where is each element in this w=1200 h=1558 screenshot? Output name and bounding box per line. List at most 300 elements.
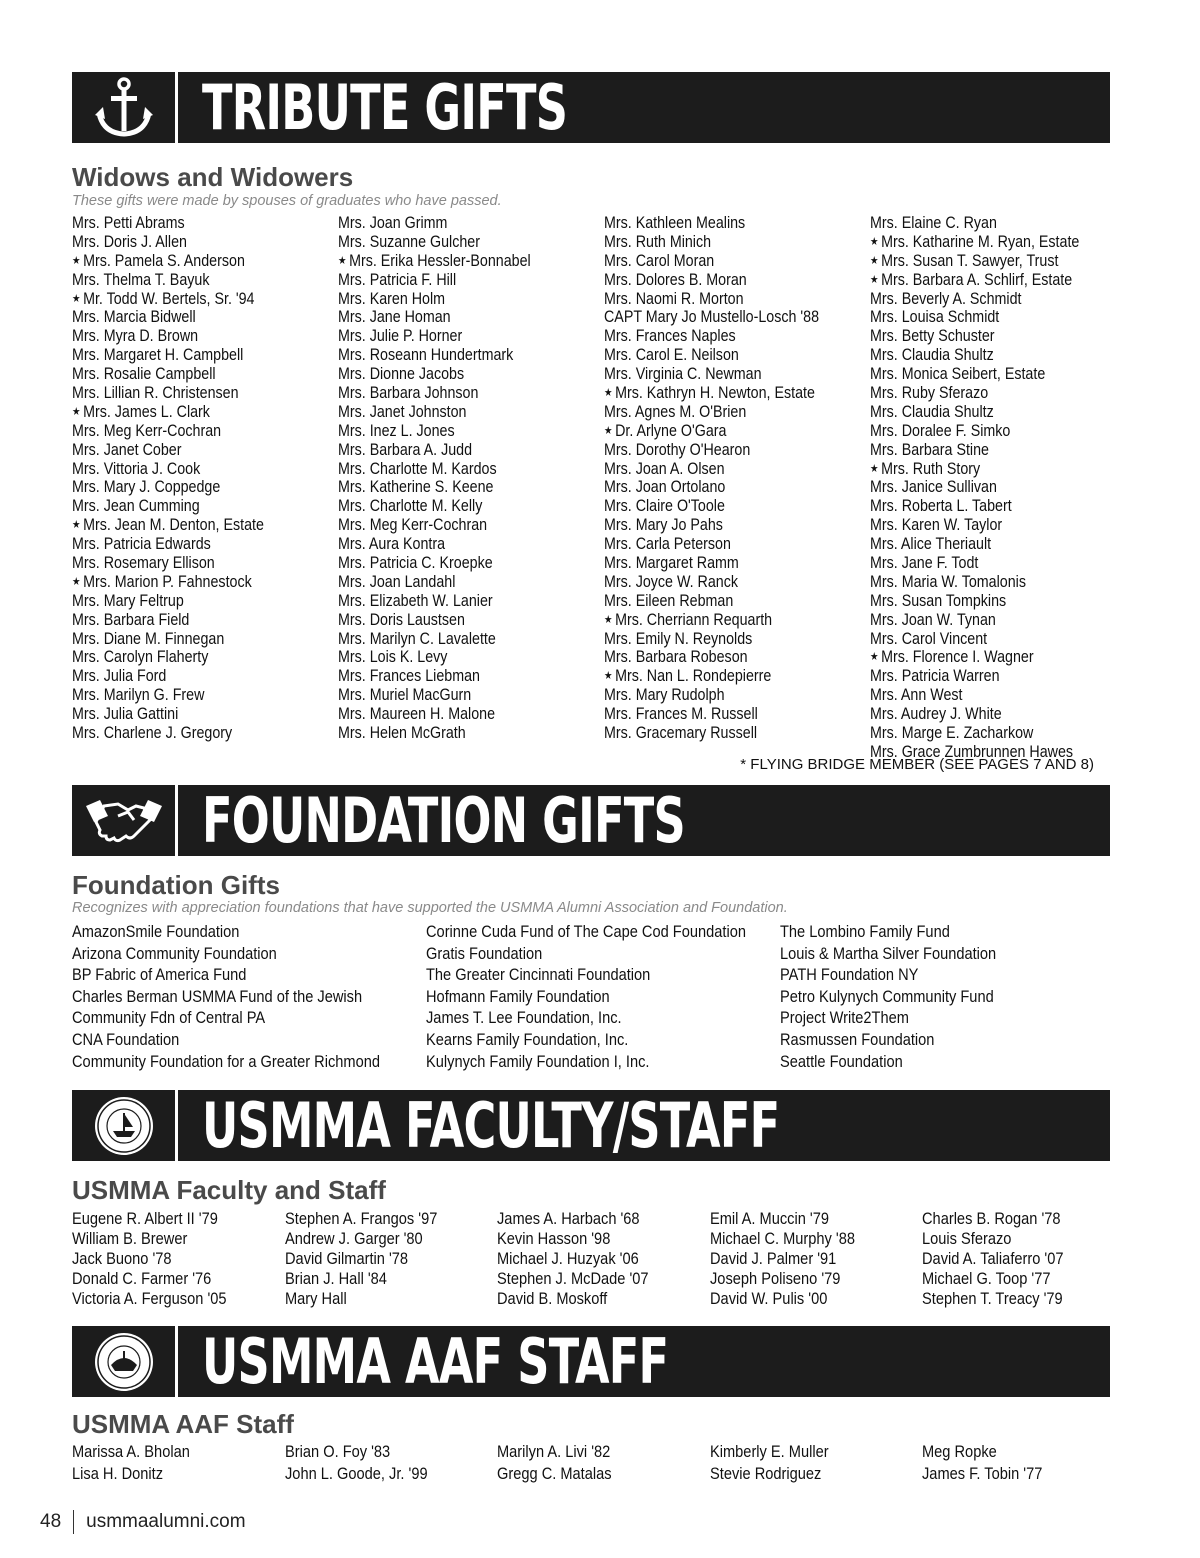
list-item (870, 554, 978, 573)
donor-name: Mrs. Claudia Shultz (870, 401, 994, 421)
donor-name: Mrs. Helen McGrath (338, 723, 466, 743)
donor-name: Mrs. Jean M. Denton, Estate (83, 515, 264, 535)
list-item (72, 592, 184, 611)
donor-name: Mrs. Charlene J. Gregory (72, 723, 233, 743)
donor-name: Mrs. Mary Jo Pahs (604, 515, 723, 535)
list-item (72, 724, 232, 743)
donor-name: Mrs. Erika Hessler-Bonnabel (349, 250, 531, 270)
donor-name: CAPT Mary Jo Mustello-Losch '88 (604, 307, 820, 327)
list-item: Stevie Rodriguez (709, 1464, 821, 1483)
list-item (870, 516, 1002, 535)
flying-bridge-footnote: * FLYING BRIDGE MEMBER (SEE PAGES 7 AND 8) (740, 756, 1094, 773)
donor-name: Mrs. Julia Gattini (72, 704, 179, 724)
donor-name: Mrs. Emily N. Reynolds (604, 628, 753, 648)
donor-name: Mrs. Ruth Story (881, 458, 981, 478)
list-item: Joseph Poliseno '79 (709, 1269, 840, 1288)
list-item: Gratis Foundation (426, 943, 543, 963)
faculty-staff-banner (72, 1090, 1110, 1161)
donor-name: Mrs. Dorothy O'Hearon (604, 439, 751, 459)
donor-name: Mrs. Nan L. Rondepierre (615, 666, 772, 686)
donor-name: Mrs. Beverly A. Schmidt (870, 288, 1022, 308)
list-item: David Gilmartin '78 (284, 1249, 408, 1268)
list-item: Kevin Hasson '98 (497, 1229, 611, 1248)
alumni-seal-icon (93, 1331, 155, 1393)
list-item: Mary Hall (284, 1289, 347, 1308)
name-column (922, 1441, 1135, 1485)
page-footer (40, 1510, 246, 1534)
list-item (72, 327, 198, 346)
list-item (870, 724, 1033, 743)
list-item (72, 233, 187, 252)
list-item (604, 327, 736, 346)
list-item: David W. Pulis '00 (709, 1289, 827, 1308)
donor-name: Mrs. Vittoria J. Cook (72, 458, 201, 478)
list-item (870, 384, 988, 403)
list-item (72, 252, 245, 271)
donor-name: Mrs. Ruby Sferazo (870, 383, 989, 403)
list-item: Michael J. Huzyak '06 (497, 1249, 639, 1268)
list-item: AmazonSmile Foundation (72, 922, 240, 941)
donor-name: Mrs. Marcia Bidwell (72, 307, 196, 327)
list-item: Charles Berman USMMA Fund of the Jewish (72, 986, 363, 1006)
list-item (870, 346, 994, 365)
list-item: Charles B. Rogan '78 (922, 1209, 1061, 1228)
list-item (870, 290, 1021, 309)
list-item: Meg Ropke (922, 1442, 997, 1461)
donor-name: Mrs. Karen Holm (338, 288, 446, 308)
list-item (72, 214, 185, 233)
list-item (338, 460, 497, 479)
list-item (338, 271, 456, 290)
handshake-icon-box (72, 785, 178, 856)
flying-bridge-star-icon: ★ (338, 254, 347, 267)
name-column (497, 1209, 710, 1309)
donor-name: Mrs. Carol Vincent (870, 628, 988, 648)
donor-name: Mrs. Barbara Stine (870, 439, 989, 459)
list-item: David A. Taliaferro '07 (922, 1249, 1064, 1268)
flying-bridge-star-icon: ★ (72, 292, 81, 305)
donor-name: Mrs. Doris J. Allen (72, 231, 187, 251)
list-item (604, 573, 738, 592)
donor-name: Mrs. Carol Moran (604, 250, 715, 270)
list-item: PATH Foundation NY (780, 965, 919, 985)
name-column (426, 921, 780, 1072)
donor-name: Mrs. Cherriann Requarth (615, 609, 773, 629)
donor-name: Mrs. Suzanne Gulcher (338, 231, 480, 251)
name-column (338, 214, 604, 762)
list-item (604, 535, 731, 554)
list-item (72, 422, 221, 441)
donor-name: Mrs. Joan Grimm (338, 213, 448, 232)
list-item (72, 686, 204, 705)
list-item: Community Fdn of Central PA (72, 1008, 266, 1028)
list-item (604, 686, 725, 705)
donor-name: Mrs. Rosemary Ellison (72, 553, 215, 573)
list-item (72, 648, 208, 667)
list-item (604, 214, 745, 233)
list-item: Brian O. Foy '83 (284, 1442, 390, 1461)
donor-name: Mrs. Susan Tompkins (870, 590, 1007, 610)
list-item (604, 460, 725, 479)
list-item (870, 535, 991, 554)
donor-name: Mrs. Kathleen Mealins (604, 213, 746, 232)
donor-name: Mrs. Thelma T. Bayuk (72, 269, 210, 289)
list-item (338, 346, 513, 365)
donor-name: Mrs. Maria W. Tomalonis (870, 571, 1026, 591)
list-item: Michael G. Toop '77 (922, 1269, 1051, 1288)
list-item: Kulynych Family Foundation I, Inc. (426, 1051, 650, 1071)
donor-name: Mrs. Charlotte M. Kelly (338, 496, 483, 516)
donor-name: Mrs. Meg Kerr-Cochran (338, 515, 488, 535)
aaf-staff-banner (72, 1326, 1110, 1397)
donor-name: Mrs. Carla Peterson (604, 534, 731, 554)
list-item (870, 686, 963, 705)
footer-divider (73, 1510, 74, 1534)
donor-name: Mrs. Karen W. Taylor (870, 515, 1003, 535)
faculty-list (72, 1209, 1135, 1309)
donor-name: Mrs. Claire O'Toole (604, 496, 725, 516)
list-item: CNA Foundation (72, 1029, 180, 1049)
donor-name: Mrs. Eileen Rebman (604, 590, 734, 610)
donor-name: Mrs. Joan Landahl (338, 571, 456, 591)
banner-title: FOUNDATION GIFTS (202, 783, 685, 857)
name-column (604, 214, 870, 762)
donor-name: Mrs. Frances Naples (604, 326, 736, 346)
donor-name: Mrs. Lillian R. Christensen (72, 383, 239, 403)
donor-name: Mrs. Frances Liebman (338, 666, 480, 686)
list-item: Marissa A. Bholan (72, 1442, 190, 1461)
handshake-icon (84, 796, 164, 846)
donor-name: Mrs. Diane M. Finnegan (72, 628, 225, 648)
list-item (72, 516, 264, 535)
list-item: Hofmann Family Foundation (426, 986, 610, 1006)
academy-seal-icon (93, 1095, 155, 1157)
donor-name: Mrs. Lois K. Levy (338, 647, 448, 667)
list-item (604, 290, 744, 309)
list-item (72, 478, 220, 497)
list-item (870, 365, 1045, 384)
list-item (870, 460, 980, 479)
list-item (870, 271, 1072, 290)
donor-name: Mrs. Katherine S. Keene (338, 477, 494, 497)
donor-name: Mrs. Doris Laustsen (338, 609, 465, 629)
list-item: Arizona Community Foundation (72, 943, 277, 963)
list-item (604, 611, 772, 630)
list-item (604, 516, 723, 535)
flying-bridge-star-icon: ★ (604, 424, 613, 437)
donor-name: Mrs. Margaret Ramm (604, 553, 739, 573)
banner-title: TRIBUTE GIFTS (202, 70, 568, 144)
list-item: Gregg C. Matalas (497, 1464, 612, 1483)
name-column (497, 1441, 710, 1485)
list-item (870, 327, 995, 346)
donor-name: Mrs. Marge E. Zacharkow (870, 723, 1034, 743)
banner-title: USMMA FACULTY/STAFF (202, 1088, 780, 1162)
list-item: Victoria A. Ferguson '05 (72, 1289, 227, 1308)
donor-name: Mrs. Carol E. Neilson (604, 345, 739, 365)
donor-name: Mrs. Janet Cober (72, 439, 182, 459)
list-item (604, 365, 762, 384)
list-item: Seattle Foundation (780, 1051, 903, 1071)
list-item (338, 592, 493, 611)
list-item (72, 290, 254, 309)
donor-name: Mrs. Mary J. Coppedge (72, 477, 221, 497)
donor-name: Mrs. Joyce W. Ranck (604, 571, 739, 591)
footer-site-link[interactable]: usmmaalumni.com (86, 1511, 246, 1532)
donor-name: Mrs. Barbara Robeson (604, 647, 748, 667)
list-item (72, 630, 224, 649)
donor-name: Mrs. Elizabeth W. Lanier (338, 590, 493, 610)
academy-seal-icon-box (72, 1090, 178, 1161)
list-item (870, 611, 996, 630)
donor-name: Mrs. Barbara A. Judd (338, 439, 473, 459)
donor-name: Mrs. Ann West (870, 685, 963, 705)
donor-name: Mrs. Marilyn C. Lavalette (338, 628, 496, 648)
list-item (338, 705, 495, 724)
list-item: Emil A. Muccin '79 (709, 1209, 829, 1228)
list-item (604, 648, 748, 667)
list-item (604, 630, 752, 649)
list-item (338, 478, 493, 497)
flying-bridge-star-icon: ★ (870, 651, 879, 664)
list-item (338, 422, 455, 441)
name-column (72, 1209, 285, 1309)
donor-name: Mrs. Myra D. Brown (72, 326, 199, 346)
donor-name: Mrs. Florence I. Wagner (881, 647, 1034, 667)
list-item (604, 271, 747, 290)
list-item (870, 573, 1026, 592)
name-column (285, 1441, 498, 1485)
list-item: Donald C. Farmer '76 (72, 1269, 212, 1288)
name-column (285, 1209, 498, 1309)
section-heading: USMMA Faculty and Staff (72, 1175, 386, 1205)
section-heading: Foundation Gifts (72, 870, 280, 900)
list-item (338, 554, 493, 573)
list-item: James A. Harbach '68 (497, 1209, 640, 1228)
donor-name: Mrs. Kathryn H. Newton, Estate (615, 383, 815, 403)
donor-name: Mrs. Gracemary Russell (604, 723, 758, 743)
donor-name: Mrs. Patricia C. Kroepke (338, 553, 493, 573)
donor-name: Mrs. Susan T. Sawyer, Trust (881, 250, 1059, 270)
list-item: Kearns Family Foundation, Inc. (426, 1029, 629, 1049)
donor-name: Mrs. Barbara Field (72, 609, 190, 629)
donor-name: Mrs. Mary Feltrup (72, 590, 184, 610)
list-item (604, 554, 739, 573)
donor-name: Mrs. Alice Theriault (870, 534, 992, 554)
donor-name: Mrs. Mary Rudolph (604, 685, 725, 705)
list-item: Lisa H. Donitz (72, 1464, 164, 1483)
foundation-gifts-banner (72, 785, 1110, 856)
donor-name: Mrs. Barbara Johnson (338, 383, 479, 403)
list-item (338, 214, 447, 233)
flying-bridge-star-icon: ★ (72, 405, 81, 418)
donor-name: Mrs. James L. Clark (83, 401, 210, 421)
foundation-list (72, 921, 1134, 1072)
list-item (604, 478, 725, 497)
donor-name: Mrs. Patricia Warren (870, 666, 1000, 686)
list-item (72, 271, 209, 290)
flying-bridge-star-icon: ★ (604, 670, 613, 683)
donor-name: Mrs. Roberta L. Tabert (870, 496, 1012, 516)
list-item (870, 233, 1079, 252)
list-item (870, 308, 999, 327)
flying-bridge-star-icon: ★ (72, 519, 81, 532)
donor-name: Mrs. Dolores B. Moran (604, 269, 747, 289)
list-item (72, 705, 178, 724)
list-item (604, 497, 725, 516)
list-item (338, 611, 465, 630)
donor-name: Mrs. Grace Zumbrunnen Hawes (870, 741, 1074, 761)
list-item (338, 535, 445, 554)
donor-name: Mrs. Katharine M. Ryan, Estate (881, 231, 1080, 251)
list-item (338, 648, 447, 667)
list-item: James F. Tobin '77 (922, 1464, 1043, 1483)
section-subheading: Recognizes with appreciation foundations that have supported the USMMA Alumni Association and Foundation. (72, 900, 788, 916)
donor-name: Mrs. Maureen H. Malone (338, 704, 496, 724)
list-item (338, 233, 480, 252)
donor-name: Mrs. Betty Schuster (870, 326, 995, 346)
donor-name: Mrs. Virginia C. Newman (604, 364, 762, 384)
list-item (870, 497, 1012, 516)
flying-bridge-star-icon: ★ (870, 273, 879, 286)
donor-name: Mrs. Carolyn Flaherty (72, 647, 209, 667)
list-item (604, 592, 733, 611)
list-item: James T. Lee Foundation, Inc. (426, 1008, 622, 1028)
name-column (870, 214, 1136, 762)
list-item (72, 554, 215, 573)
donor-name: Mrs. Dionne Jacobs (338, 364, 465, 384)
list-item (72, 441, 181, 460)
list-item (338, 667, 480, 686)
donor-name: Mrs. Agnes M. O'Brien (604, 401, 747, 421)
list-item: Project Write2Them (780, 1008, 909, 1028)
list-item (870, 478, 997, 497)
list-item: Stephen A. Frangos '97 (284, 1209, 437, 1228)
anchor-icon (95, 77, 153, 139)
donor-name: Mrs. Joan A. Olsen (604, 458, 725, 478)
list-item (870, 648, 1034, 667)
list-item (604, 308, 819, 327)
donor-name: Mrs. Marilyn G. Frew (72, 685, 205, 705)
list-item: Corinne Cuda Fund of The Cape Cod Foundation (426, 922, 746, 941)
list-item (338, 252, 531, 271)
name-column (72, 1441, 285, 1485)
donor-name: Mrs. Louisa Schmidt (870, 307, 1000, 327)
list-item (338, 573, 455, 592)
donor-name: Mrs. Aura Kontra (338, 534, 446, 554)
list-item: Community Foundation for a Greater Richmond (72, 1051, 380, 1071)
list-item (338, 724, 466, 743)
list-item: Michael C. Murphy '88 (709, 1229, 855, 1248)
list-item (604, 233, 711, 252)
name-column (72, 921, 426, 1072)
donor-name: Mrs. Petti Abrams (72, 213, 185, 232)
name-column (922, 1209, 1135, 1309)
donor-name: Mrs. Joan Ortolano (604, 477, 726, 497)
list-item: Louis Sferazo (922, 1229, 1012, 1248)
list-item (338, 441, 472, 460)
donor-name: Mrs. Marion P. Fahnestock (83, 571, 252, 591)
list-item: David B. Moskoff (497, 1289, 608, 1308)
donor-name: Mrs. Patricia F. Hill (338, 269, 457, 289)
list-item (604, 403, 746, 422)
flying-bridge-star-icon: ★ (604, 387, 613, 400)
list-item (338, 327, 462, 346)
list-item (72, 365, 216, 384)
donor-name: Mrs. Naomi R. Morton (604, 288, 744, 308)
list-item (870, 630, 987, 649)
flying-bridge-star-icon: ★ (870, 235, 879, 248)
list-item: Louis & Martha Silver Foundation (780, 943, 997, 963)
list-item (72, 403, 210, 422)
list-item: Brian J. Hall '84 (284, 1269, 387, 1288)
banner-title: USMMA AAF STAFF (202, 1324, 669, 1398)
list-item (870, 252, 1058, 271)
list-item (338, 365, 464, 384)
donor-name: Mrs. Rosalie Campbell (72, 364, 216, 384)
donor-name: Mrs. Audrey J. White (870, 704, 1002, 724)
list-item (338, 630, 496, 649)
list-item: Petro Kulynych Community Fund (780, 986, 994, 1006)
name-column (72, 214, 338, 762)
flying-bridge-star-icon: ★ (604, 613, 613, 626)
donor-name: Mrs. Jane Homan (338, 307, 451, 327)
section-heading: Widows and Widowers (72, 162, 354, 192)
list-item (870, 592, 1006, 611)
page-number: 48 (40, 1511, 62, 1532)
donor-name: Mrs. Roseann Hundertmark (338, 345, 514, 365)
alumni-seal-icon-box (72, 1326, 178, 1397)
list-item (338, 384, 478, 403)
list-item (604, 667, 771, 686)
donor-name: Mrs. Joan W. Tynan (870, 609, 996, 629)
donor-name: Mrs. Margaret H. Campbell (72, 345, 244, 365)
list-item (870, 422, 1010, 441)
list-item (870, 214, 997, 233)
donor-name: Mrs. Ruth Minich (604, 231, 712, 251)
list-item: David J. Palmer '91 (709, 1249, 836, 1268)
list-item: Stephen T. Treacy '79 (922, 1289, 1063, 1308)
list-item (870, 403, 994, 422)
list-item (604, 346, 739, 365)
donor-name: Mrs. Jean Cumming (72, 496, 200, 516)
list-item (604, 705, 758, 724)
name-column (780, 921, 1134, 1072)
list-item: The Greater Cincinnati Foundation (426, 965, 651, 985)
list-item: William B. Brewer (72, 1229, 188, 1248)
donor-name: Mrs. Doralee F. Simko (870, 420, 1011, 440)
list-item (604, 384, 815, 403)
anchor-icon-box (72, 72, 178, 143)
list-item (338, 403, 467, 422)
widows-list (72, 214, 1136, 762)
list-item (338, 497, 482, 516)
donor-name: Mrs. Meg Kerr-Cochran (72, 420, 222, 440)
list-item: Marilyn A. Livi '82 (497, 1442, 611, 1461)
list-item: Rasmussen Foundation (780, 1029, 935, 1049)
list-item: Stephen J. McDade '07 (497, 1269, 649, 1288)
donor-name: Mrs. Jane F. Todt (870, 553, 979, 573)
donor-name: Dr. Arlyne O'Gara (615, 420, 727, 440)
list-item (870, 441, 989, 460)
flying-bridge-star-icon: ★ (72, 575, 81, 588)
donor-name: Mr. Todd W. Bertels, Sr. '94 (83, 288, 255, 308)
list-item (72, 497, 200, 516)
donor-name: Mrs. Pamela S. Anderson (83, 250, 245, 270)
list-item (338, 290, 445, 309)
donor-name: Mrs. Janet Johnston (338, 401, 467, 421)
donor-name: Mrs. Barbara A. Schlirf, Estate (881, 269, 1073, 289)
